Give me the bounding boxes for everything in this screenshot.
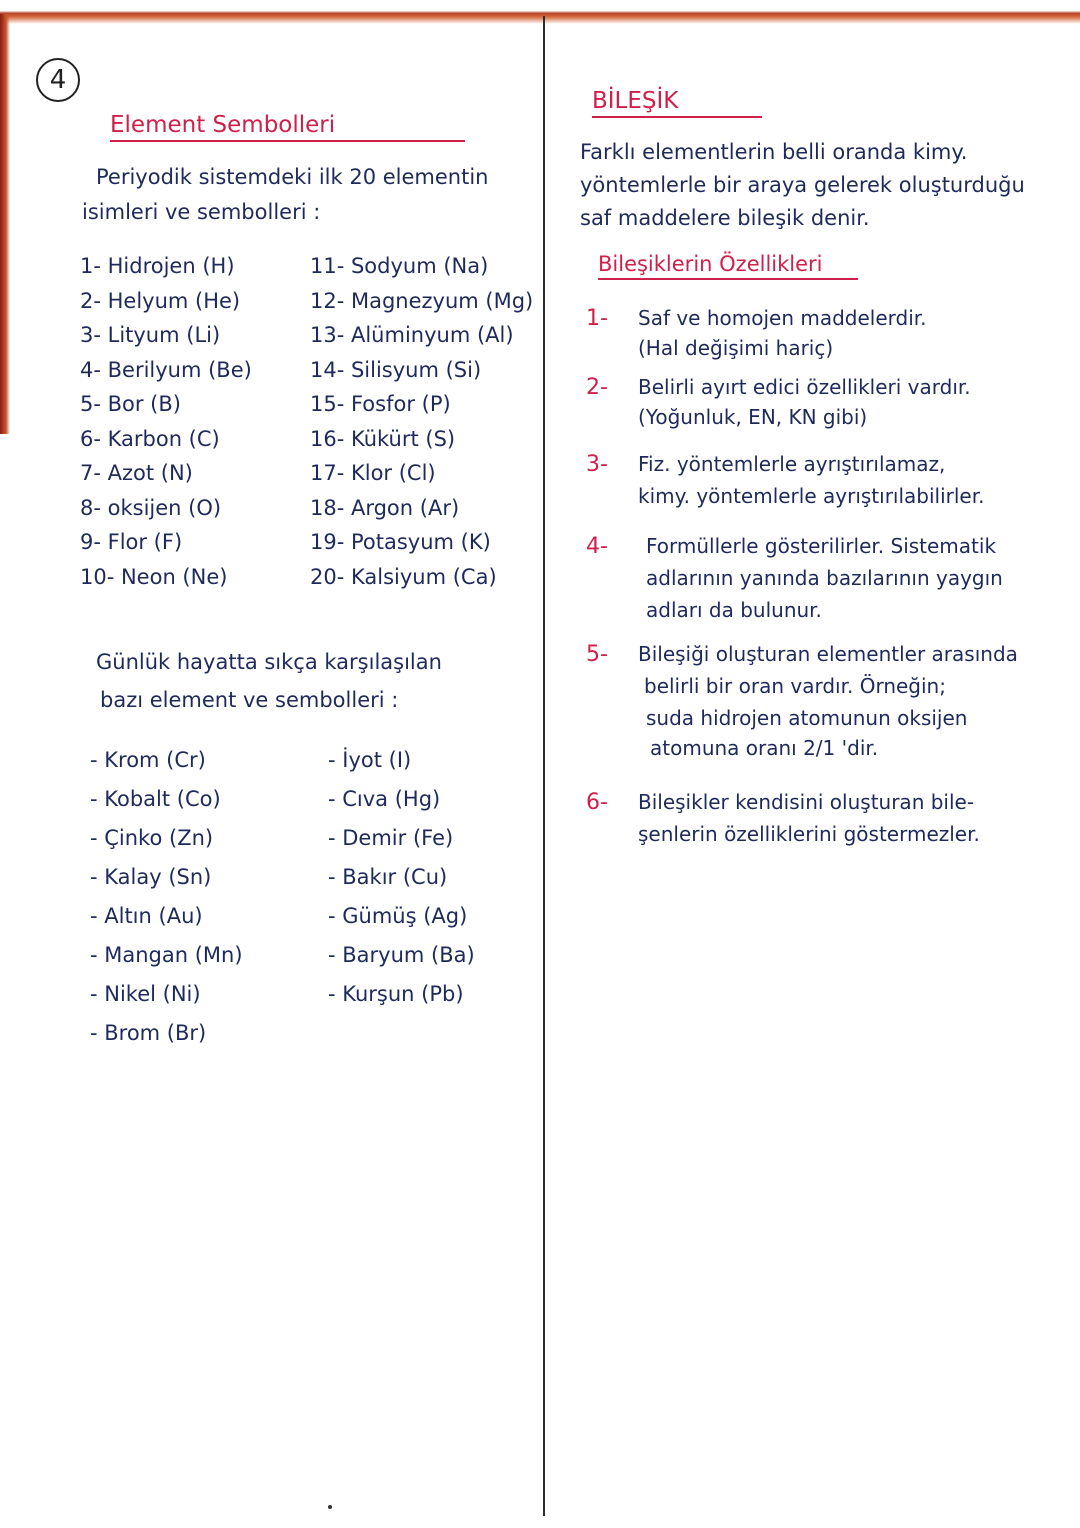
list-item: - Kalay (Sn)	[90, 865, 212, 889]
property-item-1	[586, 306, 1056, 366]
property-line: Belirli ayırt edici özellikleri vardır.	[638, 375, 971, 399]
list-item: 11- Sodyum (Na)	[310, 254, 489, 278]
property-line: şenlerin özelliklerini göstermezler.	[638, 822, 980, 846]
property-line: belirli bir oran vardır. Örneğin;	[644, 674, 946, 698]
compound-title: BİLEŞİK	[592, 88, 762, 118]
torn-left-edge	[0, 14, 10, 434]
property-number: 5-	[586, 642, 608, 667]
list-item: 12- Magnezyum (Mg)	[310, 288, 534, 313]
property-line: (Hal değişimi hariç)	[638, 336, 834, 360]
intro-line-2: isimleri ve sembolleri :	[82, 200, 321, 224]
list-item: 8- oksijen (O)	[80, 495, 222, 520]
property-line: Bileşikler kendisini oluşturan bile-	[638, 790, 975, 814]
list-item: - Mangan (Mn)	[90, 943, 243, 967]
list-item: 18- Argon (Ar)	[310, 495, 460, 520]
property-number: 6-	[586, 790, 608, 815]
daily-line-2: bazı element ve sembolleri :	[100, 688, 399, 712]
property-line: Fiz. yöntemlerle ayrıştırılamaz,	[638, 452, 946, 476]
property-line: Formüllerle gösterilirler. Sistematik	[646, 534, 997, 558]
list-item: - Krom (Cr)	[90, 748, 206, 772]
property-item-5	[586, 642, 1056, 767]
list-item: 9- Flor (F)	[80, 530, 183, 554]
property-line: Bileşiği oluşturan elementler arasında	[638, 642, 1018, 666]
elements-list-1-10	[80, 254, 252, 599]
list-item: 5- Bor (B)	[80, 392, 181, 416]
torn-top-edge	[0, 0, 1080, 24]
list-item: - Brom (Br)	[90, 1021, 207, 1045]
property-number: 1-	[586, 306, 608, 331]
list-item: 13- Alüminyum (Al)	[310, 323, 514, 347]
list-item: 6- Karbon (C)	[80, 426, 220, 451]
list-item: 7- Azot (N)	[80, 461, 193, 485]
list-item: 4- Berilyum (Be)	[80, 357, 252, 382]
property-line: (Yoğunluk, EN, KN gibi)	[638, 405, 868, 429]
column-divider	[543, 16, 545, 1516]
property-item-2	[586, 375, 1056, 435]
list-item: 3- Lityum (Li)	[80, 323, 221, 347]
property-number: 2-	[586, 375, 608, 400]
property-line: Saf ve homojen maddelerdir.	[638, 306, 927, 330]
property-line: adları da bulunur.	[646, 598, 822, 622]
list-item: - Baryum (Ba)	[328, 943, 475, 967]
daily-elements-list-2	[328, 748, 475, 1021]
list-item: 19- Potasyum (K)	[310, 530, 491, 554]
definition-line-1: Farklı elementlerin belli oranda kimy.	[580, 140, 968, 164]
list-item: - Gümüş (Ag)	[328, 904, 468, 928]
property-line: suda hidrojen atomunun oksijen	[646, 706, 968, 730]
property-line: kimy. yöntemlerle ayrıştırılabilirler.	[638, 484, 985, 508]
elements-list-11-20	[310, 254, 533, 599]
intro-line-1: Periyodik sistemdeki ilk 20 elementin	[96, 165, 489, 189]
list-item: - Kurşun (Pb)	[328, 982, 464, 1006]
list-item: - Altın (Au)	[90, 904, 203, 928]
element-symbols-title: Element Sembolleri	[110, 112, 465, 142]
property-number: 4-	[586, 534, 608, 559]
compound-properties-title: Bileşiklerin Özellikleri	[598, 252, 858, 280]
property-number: 3-	[586, 452, 608, 477]
property-item-4	[586, 534, 1056, 624]
list-item: - Kobalt (Co)	[90, 787, 221, 811]
ink-dot	[328, 1505, 332, 1509]
daily-line-1: Günlük hayatta sıkça karşılaşılan	[96, 650, 442, 674]
property-line: atomuna oranı 2/1 'dir.	[650, 736, 879, 760]
page-number: 4	[36, 58, 80, 102]
list-item: - Demir (Fe)	[328, 826, 454, 850]
list-item: - Bakır (Cu)	[328, 865, 448, 889]
list-item: 10- Neon (Ne)	[80, 564, 228, 589]
list-item: 2- Helyum (He)	[80, 288, 241, 313]
list-item: - İyot (I)	[328, 748, 412, 772]
list-item: 1- Hidrojen (H)	[80, 254, 235, 278]
list-item: - Cıva (Hg)	[328, 787, 441, 811]
list-item: 17- Klor (Cl)	[310, 461, 436, 485]
definition-line-3: saf maddelere bileşik denir.	[580, 206, 870, 230]
list-item: - Nikel (Ni)	[90, 982, 201, 1006]
property-line: adlarının yanında bazılarının yaygın	[646, 566, 1003, 590]
list-item: 15- Fosfor (P)	[310, 392, 451, 416]
list-item: 20- Kalsiyum (Ca)	[310, 564, 497, 589]
property-item-6	[586, 790, 1056, 850]
list-item: 16- Kükürt (S)	[310, 426, 456, 451]
list-item: - Çinko (Zn)	[90, 826, 214, 850]
list-item: 14- Silisyum (Si)	[310, 357, 482, 382]
property-item-3	[586, 452, 1056, 512]
daily-elements-list-1	[90, 748, 243, 1060]
definition-line-2: yöntemlerle bir araya gelerek oluşturduğu	[580, 173, 1025, 197]
